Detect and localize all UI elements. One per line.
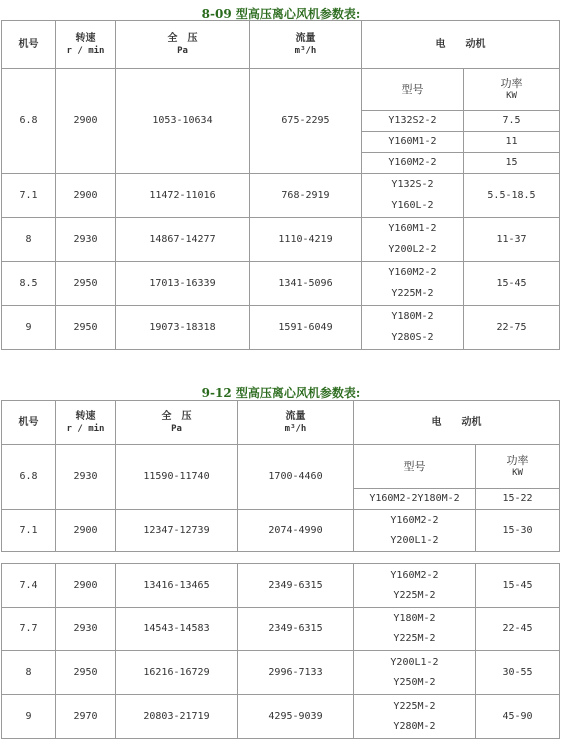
header-flow [238,401,354,445]
motor-type-line: Y160M2-2 [390,514,439,526]
motor-type-line: Y160M2-2 [388,267,437,278]
header-flow-label: 流量 [285,410,306,422]
header-flow-unit: m³/h [284,423,307,434]
cell-pressure: 11590-11740 [116,445,238,510]
cell-speed: 2900 [56,510,116,552]
motor-type-line: Y200L1-2 [390,656,439,668]
cell-motor-type: Y160M2-2 [362,153,464,174]
motor-type-line: Y160M2-2 [390,569,439,581]
cell-motor-type: Y160M2-2Y180M-2 [354,489,476,510]
header-model: 机号 [2,401,56,445]
header-pressure-label: 全 压 [167,32,198,44]
header-pressure-unit: Pa [177,45,188,56]
cell-speed: 2950 [56,306,116,350]
cell-motor-type [354,651,476,695]
cell-speed: 2950 [56,651,116,695]
cell-flow: 675-2295 [250,69,362,174]
motor-type-line: Y180M-2 [391,311,434,322]
motor-type-line: Y280S-2 [391,332,434,343]
cell-speed: 2930 [56,445,116,510]
cell-model: 8 [2,218,56,262]
cell-motor-power: 22-45 [476,608,560,651]
table-row [2,218,560,262]
cell-flow: 2074-4990 [238,510,354,552]
cell-flow: 4295-9039 [238,695,354,739]
cell-motor-power: 22-75 [464,306,560,350]
header-pressure-unit: Pa [171,423,182,434]
cell-flow: 2349-6315 [238,564,354,608]
header-motor-power-unit: KW [512,467,523,478]
motor-type-line: Y225M-2 [391,288,434,299]
cell-model: 7.1 [2,510,56,552]
cell-motor-type [354,695,476,739]
table-row [2,651,560,695]
cell-flow: 768-2919 [250,174,362,218]
motor-type-line: Y250M-2 [393,676,436,688]
motor-type-line: Y132S-2 [391,179,434,190]
table-row [2,69,560,111]
cell-speed: 2970 [56,695,116,739]
cell-motor-power: 7.5 [464,111,560,132]
cell-model: 9 [2,306,56,350]
table2-header-row [2,401,560,445]
motor-type-line: Y200L2-2 [388,244,437,255]
header-motor-type: 型号 [362,69,464,111]
table1-header-row [2,21,560,69]
header-flow [250,21,362,69]
header-motor-type: 型号 [354,445,476,489]
motor-type-line: Y225M-2 [393,589,436,601]
cell-motor-type: Y132S2-2 [362,111,464,132]
header-speed-unit: r / min [66,45,105,56]
cell-flow: 2349-6315 [238,608,354,651]
cell-pressure: 17013-16339 [116,262,250,306]
table-row-gap [2,552,560,564]
cell-model: 8.5 [2,262,56,306]
header-speed-label: 转速 [75,32,96,44]
cell-pressure: 20803-21719 [116,695,238,739]
header-model: 机号 [2,21,56,69]
motor-type-line: Y160M1-2 [388,223,437,234]
cell-speed: 2900 [56,174,116,218]
header-pressure-label: 全 压 [161,410,192,422]
cell-pressure: 14543-14583 [116,608,238,651]
header-motor-power-unit: KW [506,90,517,101]
cell-pressure: 19073-18318 [116,306,250,350]
table-row [2,510,560,552]
cell-model: 6.8 [2,445,56,510]
cell-pressure: 11472-11016 [116,174,250,218]
cell-flow: 1591-6049 [250,306,362,350]
cell-motor-power: 15-45 [476,564,560,608]
table2-title: 9-12 型高压离心风机参数表: [201,386,361,400]
cell-pressure: 14867-14277 [116,218,250,262]
header-motor-power-label: 功率 [500,76,523,90]
cell-model: 7.1 [2,174,56,218]
motor-type-line: Y225M-2 [393,633,436,644]
cell-motor-type [354,564,476,608]
header-speed-unit: r / min [66,423,105,434]
header-speed [56,401,116,445]
header-motor-power [476,445,560,489]
table-row [2,306,560,350]
cell-pressure: 13416-13465 [116,564,238,608]
header-motor: 电 动机 [362,21,560,69]
cell-pressure: 12347-12739 [116,510,238,552]
cell-model: 7.4 [2,564,56,608]
table-row [2,695,560,739]
header-speed [56,21,116,69]
cell-speed: 2900 [56,69,116,174]
motor-type-line: Y180M-2 [393,613,436,624]
cell-flow: 1341-5096 [250,262,362,306]
motor-type-line: Y225M-2 [393,700,436,712]
cell-motor-type [362,306,464,350]
table1-title: 8-09 型高压离心风机参数表: [201,7,361,21]
cell-motor-type [362,262,464,306]
table2 [1,400,560,739]
cell-motor-power: 11-37 [464,218,560,262]
motor-type-line: Y200L1-2 [390,534,439,546]
cell-pressure: 1053-10634 [116,69,250,174]
table1 [1,20,560,350]
cell-speed: 2930 [56,608,116,651]
table-row [2,608,560,651]
table-row [2,564,560,608]
table-row [2,174,560,218]
cell-speed: 2950 [56,262,116,306]
header-motor-power [464,69,560,111]
header-pressure [116,401,238,445]
cell-motor-power: 15-22 [476,489,560,510]
motor-type-line: Y280M-2 [393,720,436,732]
cell-motor-power: 5.5-18.5 [464,174,560,218]
cell-speed: 2900 [56,564,116,608]
cell-motor-power: 45-90 [476,695,560,739]
cell-motor-power: 15-30 [476,510,560,552]
header-motor: 电 动机 [354,401,560,445]
cell-motor-type [354,510,476,552]
cell-speed: 2930 [56,218,116,262]
cell-motor-type [362,174,464,218]
table-row [2,445,560,489]
cell-motor-power: 11 [464,132,560,153]
cell-model: 7.7 [2,608,56,651]
cell-model: 9 [2,695,56,739]
cell-motor-power: 15 [464,153,560,174]
cell-pressure: 16216-16729 [116,651,238,695]
header-speed-label: 转速 [75,410,96,422]
cell-flow: 1700-4460 [238,445,354,510]
cell-flow: 1110-4219 [250,218,362,262]
cell-flow: 2996-7133 [238,651,354,695]
cell-model: 6.8 [2,69,56,174]
header-pressure [116,21,250,69]
cell-motor-power: 30-55 [476,651,560,695]
motor-type-line: Y160L-2 [391,200,434,211]
cell-motor-type [362,218,464,262]
header-motor-power-label: 功率 [506,453,529,467]
cell-motor-type: Y160M1-2 [362,132,464,153]
table-gap [2,552,560,564]
cell-model: 8 [2,651,56,695]
cell-motor-power: 15-45 [464,262,560,306]
header-flow-unit: m³/h [294,45,317,56]
table-row [2,262,560,306]
cell-motor-type [354,608,476,651]
header-flow-label: 流量 [295,32,316,44]
